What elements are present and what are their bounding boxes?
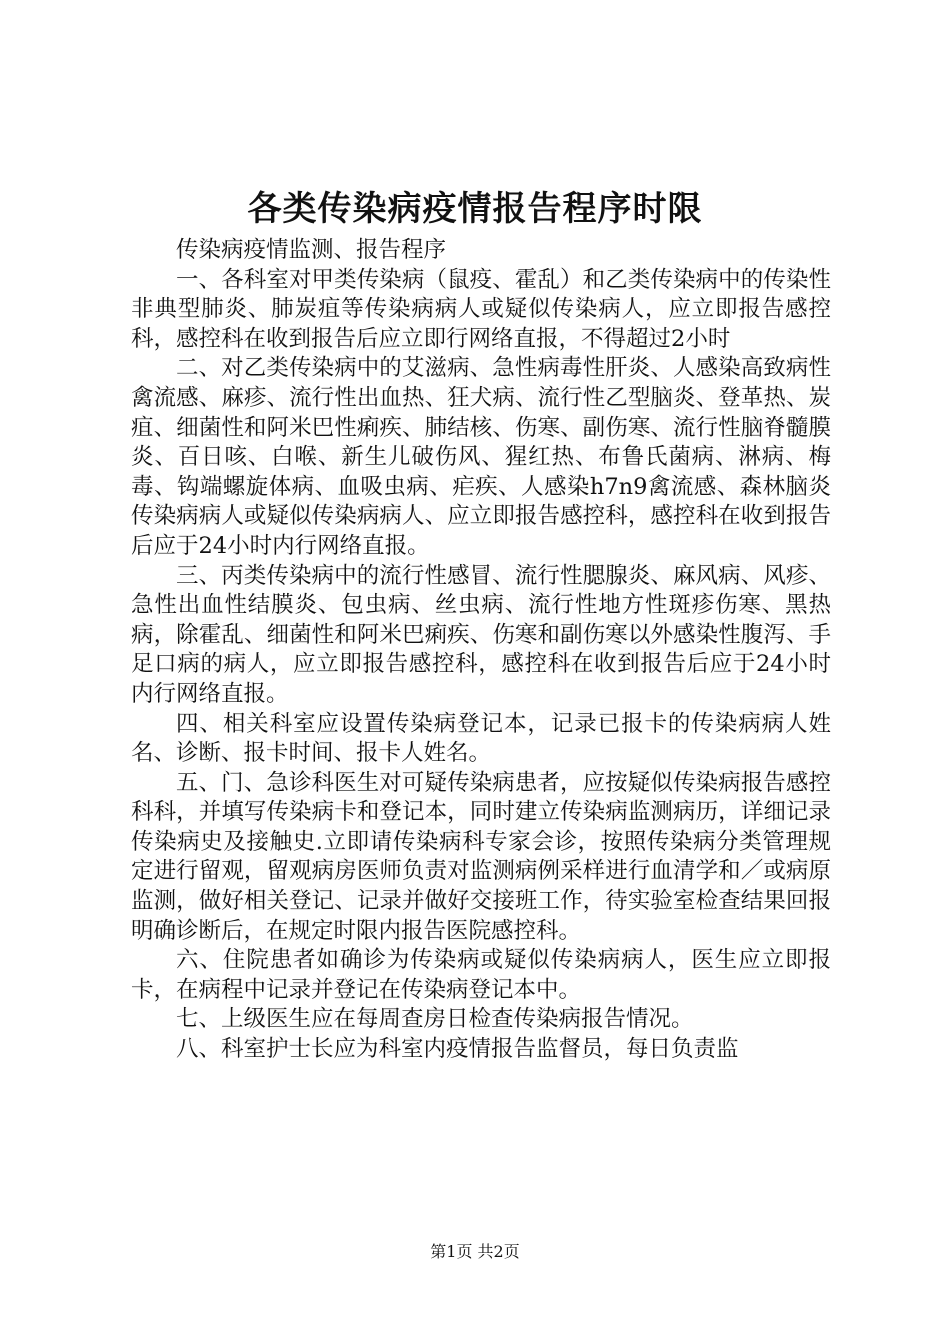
paragraph-1: 一、各科室对甲类传染病（鼠疫、霍乱）和乙类传染病中的传染性非典型肺炎、肺炭疽等传染病病人或疑似传染病人，应立即报告感控科，感控科在收到报告后应立即行网络直报，不得超过2小时 bbox=[131, 266, 831, 352]
document-title: 各类传染病疫情报告程序时限 bbox=[247, 189, 703, 229]
paragraph-2: 二、对乙类传染病中的艾滋病、急性病毒性肝炎、人感染高致病性禽流感、麻疹、流行性出血热、狂犬病、流行性乙型脑炎、登革热、炭疽、细菌性和阿米巴性痢疾、肺结核、伤寒、副伤寒、流行性脑脊髓膜炎、百日咳、白喉、新生儿破伤风、猩红热、布鲁氏菌病、淋病、梅毒、钩端螺旋体病、血吸虫病、疟疾、人感染h7n9禽流感、森林脑炎传染病病人或疑似传染病病人、应立即报告感控科，感控科在收到报告后应于24小时内行网络直报。 bbox=[131, 355, 831, 559]
paragraph-4: 四、相关科室应设置传染病登记本，记录已报卡的传染病病人姓名、诊断、报卡时间、报卡人姓名。 bbox=[131, 710, 831, 767]
document-body bbox=[131, 236, 831, 1065]
paragraph-3: 三、丙类传染病中的流行性感冒、流行性腮腺炎、麻风病、风疹、急性出血性结膜炎、包虫病、丝虫病、流行性地方性斑疹伤寒、黑热病，除霍乱、细菌性和阿米巴痢疾、伤寒和副伤寒以外感染性腹泻、手足口病的病人，应立即报告感控科，感控科在收到报告后应于24小时内行网络直报。 bbox=[131, 562, 831, 707]
paragraph-5: 五、门、急诊科医生对可疑传染病患者，应按疑似传染病报告感控科科，并填写传染病卡和登记本，同时建立传染病监测病历，详细记录传染病史及接触史.立即请传染病科专家会诊，按照传染病分类管理规定进行留观，留观病房医师负责对监测病例采样进行血清学和／或病原监测，做好相关登记、记录并做好交接班工作，待实验室检查结果回报明确诊断后，在规定时限内报告医院感控科。 bbox=[131, 769, 831, 944]
paragraph-8: 八、科室护士长应为科室内疫情报告监督员，每日负责监 bbox=[176, 1036, 739, 1063]
section-heading: 传染病疫情监测、报告程序 bbox=[176, 237, 447, 263]
paragraph-7: 七、上级医生应在每周查房日检查传染病报告情况。 bbox=[176, 1006, 694, 1033]
paragraph-6: 六、住院患者如确诊为传染病或疑似传染病病人，医生应立即报卡，在病程中记录并登记在传染病登记本中。 bbox=[131, 947, 831, 1003]
page-footer: 第1页 共2页 bbox=[430, 1242, 520, 1261]
